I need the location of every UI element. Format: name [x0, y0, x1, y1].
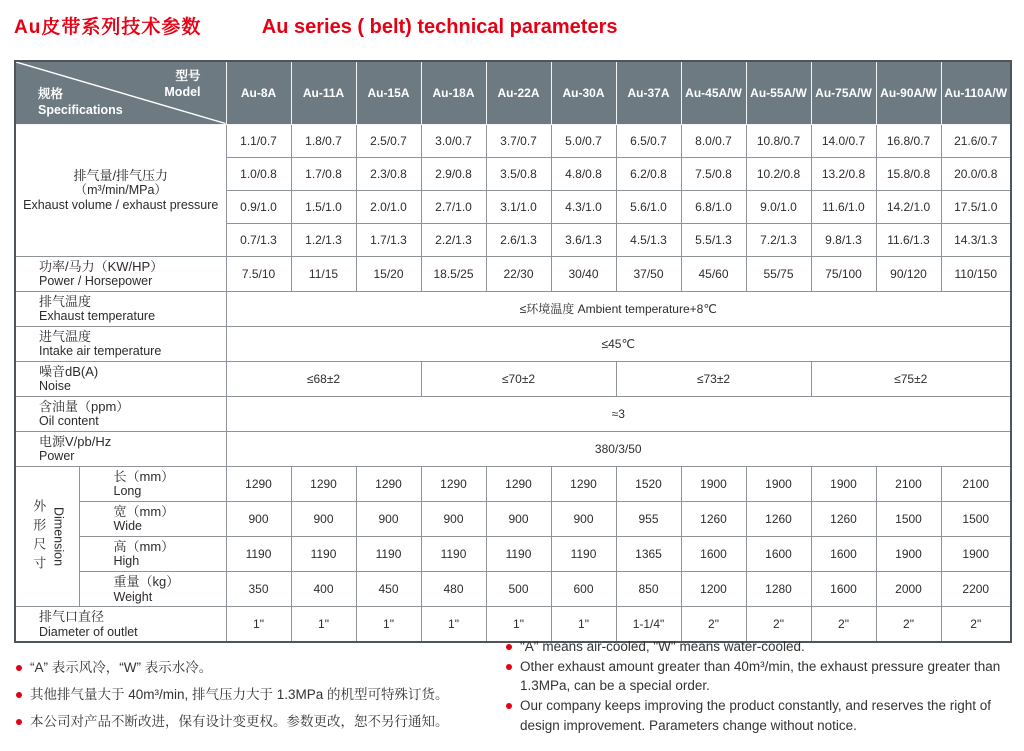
param-value: 75/100 — [811, 256, 876, 291]
dimension-sub-label-en: Weight — [113, 589, 153, 604]
row-label-exhaust-temp — [15, 291, 226, 326]
param-value: 1260 — [746, 502, 811, 537]
param-value: 45/60 — [681, 256, 746, 291]
row-label-oil — [15, 396, 226, 431]
dimension-sub-label-zh: 长（mm） — [113, 468, 175, 484]
param-value: 1365 — [616, 537, 681, 572]
param-value: 850 — [616, 572, 681, 607]
param-value: 1600 — [681, 537, 746, 572]
row-label-zh: 含油量（ppm） — [39, 398, 130, 414]
param-value: 110/150 — [941, 256, 1011, 291]
param-value: 22/30 — [486, 256, 551, 291]
param-value: 3.6/1.3 — [551, 223, 616, 256]
footnotes-english — [506, 637, 1014, 736]
technical-parameters-table — [14, 60, 1012, 643]
row-label-zh: 进气温度 — [39, 328, 92, 344]
param-value: 2.0/1.0 — [356, 190, 421, 223]
param-value: 600 — [551, 572, 616, 607]
bullet-icon — [16, 665, 22, 671]
param-value: 2.2/1.3 — [421, 223, 486, 256]
corner-spec-label — [38, 86, 123, 119]
note-text: 其他排气量大于 40m³/min, 排气压力大于 1.3MPa 的机型可特殊订货。 — [30, 687, 449, 703]
param-value: 1190 — [486, 537, 551, 572]
param-value: 16.8/0.7 — [876, 124, 941, 157]
note-item — [506, 657, 1014, 695]
param-value: 2200 — [941, 572, 1011, 607]
model-header: Au-11A — [291, 61, 356, 124]
param-value: 1280 — [746, 572, 811, 607]
noise-group-value: ≤73±2 — [616, 361, 811, 396]
row-label-en: Diameter of outlet — [39, 624, 138, 639]
param-value: 2.6/1.3 — [486, 223, 551, 256]
row-label-power-supply — [15, 431, 226, 466]
span-value: ≈3 — [226, 396, 1011, 431]
param-value: 1260 — [681, 502, 746, 537]
param-value: 2100 — [876, 466, 941, 501]
page-title-zh: Au皮带系列技术参数 — [14, 17, 202, 38]
param-value: 900 — [291, 502, 356, 537]
note-text: “A” 表示风冷，“W” 表示水冷。 — [30, 660, 213, 675]
model-header: Au-8A — [226, 61, 291, 124]
param-value: 1.2/1.3 — [291, 223, 356, 256]
param-value: 37/50 — [616, 256, 681, 291]
param-value: 14.3/1.3 — [941, 223, 1011, 256]
param-value: 1190 — [226, 537, 291, 572]
page-title-en: Au series ( belt) technical parameters — [261, 16, 618, 38]
param-value: 1260 — [811, 502, 876, 537]
param-value: 480 — [421, 572, 486, 607]
param-value: 2" — [941, 607, 1011, 643]
row-label-zh: 排气温度 — [39, 293, 92, 309]
param-value: 10.2/0.8 — [746, 157, 811, 190]
param-value: 1900 — [941, 537, 1011, 572]
row-label-zh: 排气量/排气压力 — [73, 167, 169, 183]
page-header — [14, 12, 617, 39]
param-value: 0.7/1.3 — [226, 223, 291, 256]
model-header: Au-55A/W — [746, 61, 811, 124]
param-value: 1190 — [421, 537, 486, 572]
param-value: 1290 — [551, 466, 616, 501]
param-value: 14.2/1.0 — [876, 190, 941, 223]
param-value: 21.6/0.7 — [941, 124, 1011, 157]
param-value: 955 — [616, 502, 681, 537]
param-value: 1" — [356, 607, 421, 643]
dimension-label-en: Dimension — [51, 507, 66, 567]
param-value: 1290 — [226, 466, 291, 501]
param-value: 1290 — [421, 466, 486, 501]
param-value: 11.6/1.3 — [876, 223, 941, 256]
model-header: Au-18A — [421, 61, 486, 124]
param-value: 1900 — [811, 466, 876, 501]
dimension-sub-label-en: Long — [113, 484, 142, 499]
dimension-sub-label-zh: 宽（mm） — [113, 504, 175, 520]
param-value: 7.2/1.3 — [746, 223, 811, 256]
param-value: 20.0/0.8 — [941, 157, 1011, 190]
param-value: 2.7/1.0 — [421, 190, 486, 223]
param-value: 7.5/10 — [226, 256, 291, 291]
param-value: 1.1/0.7 — [226, 124, 291, 157]
param-value: 1900 — [876, 537, 941, 572]
model-header: Au-37A — [616, 61, 681, 124]
param-value: 11/15 — [291, 256, 356, 291]
corner-spec-zh: 规格 — [38, 87, 64, 101]
dimension-sub-label-zh: 高（mm） — [113, 539, 175, 555]
param-value: 1600 — [811, 572, 876, 607]
dimension-sub-label-zh: 重量（kg） — [113, 574, 180, 590]
param-value: 9.0/1.0 — [746, 190, 811, 223]
param-value: 13.2/0.8 — [811, 157, 876, 190]
param-value: 3.1/1.0 — [486, 190, 551, 223]
param-value: 8.0/0.7 — [681, 124, 746, 157]
dimension-vertical-label — [15, 466, 79, 606]
row-label-exhaust — [15, 124, 226, 256]
model-header: Au-110A/W — [941, 61, 1011, 124]
span-value: ≤环境温度 Ambient temperature+8℃ — [226, 291, 1011, 326]
param-value: 1900 — [746, 466, 811, 501]
param-value: 1200 — [681, 572, 746, 607]
param-value: 2.5/0.7 — [356, 124, 421, 157]
param-value: 90/120 — [876, 256, 941, 291]
dimension-sub-label — [79, 502, 226, 537]
param-value: 2000 — [876, 572, 941, 607]
param-value: 1-1/4" — [616, 607, 681, 643]
param-value: 17.5/1.0 — [941, 190, 1011, 223]
dimension-sub-label-en: High — [113, 554, 140, 569]
param-value: 6.5/0.7 — [616, 124, 681, 157]
param-value: 4.8/0.8 — [551, 157, 616, 190]
param-value: 10.8/0.7 — [746, 124, 811, 157]
param-value: 11.6/1.0 — [811, 190, 876, 223]
row-label-outlet — [15, 607, 226, 643]
param-value: 2" — [681, 607, 746, 643]
row-label-en: Power — [39, 449, 75, 464]
param-value: 1" — [226, 607, 291, 643]
param-value: 30/40 — [551, 256, 616, 291]
param-value: 1.5/1.0 — [291, 190, 356, 223]
param-value: 2.3/0.8 — [356, 157, 421, 190]
param-value: 15.8/0.8 — [876, 157, 941, 190]
param-value: 6.8/1.0 — [681, 190, 746, 223]
param-value: 0.9/1.0 — [226, 190, 291, 223]
row-label-en: Intake air temperature — [39, 343, 162, 358]
span-value: ≤45℃ — [226, 326, 1011, 361]
param-value: 7.5/0.8 — [681, 157, 746, 190]
bullet-icon — [16, 719, 22, 725]
dimension-sub-label — [79, 537, 226, 572]
param-value: 9.8/1.3 — [811, 223, 876, 256]
row-label-zh: 排气口直径 — [39, 609, 105, 625]
dimension-sub-label-en: Wide — [113, 519, 142, 534]
param-value: 3.7/0.7 — [486, 124, 551, 157]
note-item — [16, 658, 468, 677]
param-value: 1" — [291, 607, 356, 643]
param-value: 5.0/0.7 — [551, 124, 616, 157]
row-label-zh: 电源V/pb/Hz — [39, 433, 112, 449]
param-value: 1500 — [876, 502, 941, 537]
note-text: 本公司对产品不断改进，保有设计变更权。参数更改，恕不另行通知。 — [30, 714, 449, 730]
param-value: 900 — [356, 502, 421, 537]
dimension-sub-label — [79, 466, 226, 501]
param-value: 400 — [291, 572, 356, 607]
param-value: 2" — [876, 607, 941, 643]
corner-cell — [15, 61, 226, 124]
param-value: 900 — [486, 502, 551, 537]
param-value: 4.3/1.0 — [551, 190, 616, 223]
param-value: 4.5/1.3 — [616, 223, 681, 256]
bullet-icon — [506, 644, 512, 650]
param-value: 2" — [811, 607, 876, 643]
param-value: 1" — [486, 607, 551, 643]
row-label-unit: （m³/min/MPa） — [74, 182, 167, 197]
param-value: 1" — [551, 607, 616, 643]
noise-group-value: ≤75±2 — [811, 361, 1011, 396]
row-label-en: Exhaust temperature — [39, 308, 156, 323]
row-label-en: Power / Horsepower — [39, 273, 153, 288]
model-header: Au-15A — [356, 61, 421, 124]
param-value: 1520 — [616, 466, 681, 501]
bullet-icon — [16, 692, 22, 698]
row-label-zh: 噪音dB(A) — [39, 363, 99, 379]
param-value: 1190 — [551, 537, 616, 572]
param-value: 1290 — [356, 466, 421, 501]
param-value: 2100 — [941, 466, 1011, 501]
param-value: 1600 — [746, 537, 811, 572]
note-text: "A" means air-cooled, "W" means water-cooled. — [520, 639, 805, 654]
row-label-power — [15, 256, 226, 291]
note-item — [506, 696, 1014, 734]
param-value: 900 — [226, 502, 291, 537]
param-value: 1.8/0.7 — [291, 124, 356, 157]
model-header: Au-45A/W — [681, 61, 746, 124]
param-value: 1500 — [941, 502, 1011, 537]
param-value: 1290 — [486, 466, 551, 501]
param-value: 55/75 — [746, 256, 811, 291]
bullet-icon — [506, 703, 512, 709]
row-label-noise — [15, 361, 226, 396]
model-header: Au-30A — [551, 61, 616, 124]
param-value: 1600 — [811, 537, 876, 572]
model-header: Au-22A — [486, 61, 551, 124]
param-value: 1190 — [356, 537, 421, 572]
corner-model-label — [164, 68, 200, 101]
dimension-label-zh: 外形尺寸 — [31, 498, 47, 575]
row-label-zh: 功率/马力（KW/HP） — [39, 258, 164, 274]
param-value: 6.2/0.8 — [616, 157, 681, 190]
param-value: 1190 — [291, 537, 356, 572]
param-value: 1.7/1.3 — [356, 223, 421, 256]
param-value: 15/20 — [356, 256, 421, 291]
param-value: 1.0/0.8 — [226, 157, 291, 190]
param-value: 350 — [226, 572, 291, 607]
model-header: Au-75A/W — [811, 61, 876, 124]
param-value: 450 — [356, 572, 421, 607]
param-value: 1900 — [681, 466, 746, 501]
param-value: 5.5/1.3 — [681, 223, 746, 256]
note-text: Other exhaust amount greater than 40m³/min, the exhaust pressure greater than 1.3MPa, can be a special order. — [520, 659, 1001, 694]
corner-model-zh: 型号 — [175, 69, 201, 83]
corner-model-en: Model — [164, 85, 201, 100]
noise-group-value: ≤70±2 — [421, 361, 616, 396]
param-value: 3.0/0.7 — [421, 124, 486, 157]
param-value: 14.0/0.7 — [811, 124, 876, 157]
note-item — [506, 637, 1014, 656]
dimension-sub-label — [79, 572, 226, 607]
row-label-en: Oil content — [39, 414, 99, 429]
footnotes-chinese — [16, 658, 468, 739]
param-value: 5.6/1.0 — [616, 190, 681, 223]
param-value: 900 — [551, 502, 616, 537]
param-value: 1" — [421, 607, 486, 643]
row-label-en: Exhaust volume / exhaust pressure — [23, 197, 219, 212]
note-item — [16, 712, 468, 731]
param-value: 1.7/0.8 — [291, 157, 356, 190]
span-value: 380/3/50 — [226, 431, 1011, 466]
bullet-icon — [506, 664, 512, 670]
param-value: 2.9/0.8 — [421, 157, 486, 190]
param-value: 900 — [421, 502, 486, 537]
dimension-vertical-wrap — [16, 499, 79, 575]
row-label-en: Noise — [39, 379, 71, 394]
param-value: 3.5/0.8 — [486, 157, 551, 190]
model-header: Au-90A/W — [876, 61, 941, 124]
corner-spec-en: Specifications — [38, 103, 123, 118]
param-value: 2" — [746, 607, 811, 643]
noise-group-value: ≤68±2 — [226, 361, 421, 396]
note-text: Our company keeps improving the product constantly, and reserves the right of design improvement. Parameters change without notice. — [520, 698, 991, 733]
row-label-intake-temp — [15, 326, 226, 361]
param-value: 500 — [486, 572, 551, 607]
param-value: 18.5/25 — [421, 256, 486, 291]
param-value: 1290 — [291, 466, 356, 501]
note-item — [16, 685, 468, 704]
